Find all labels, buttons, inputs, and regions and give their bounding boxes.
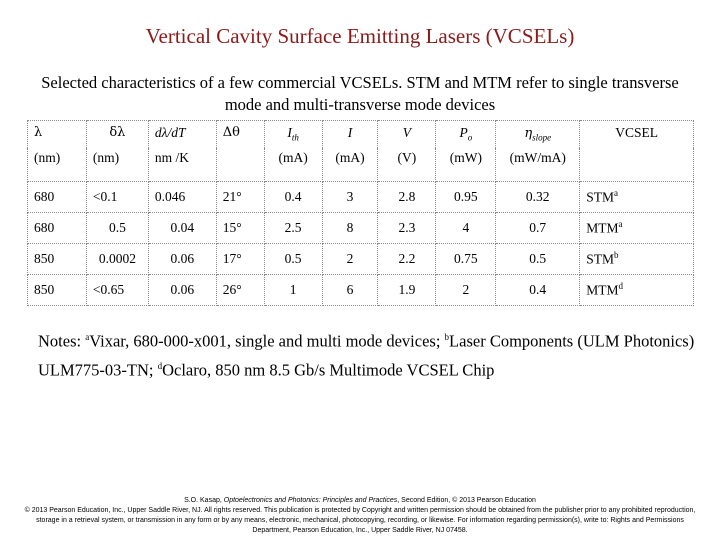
- table-row: [28, 275, 694, 306]
- cell-slope-efficiency: 0.32: [496, 182, 580, 213]
- unit-threshold-current: (mA): [264, 148, 322, 182]
- cell-linewidth: 0.0002: [86, 244, 148, 275]
- vcsel-spec-table: [27, 120, 694, 306]
- cell-divergence: 26°: [216, 275, 264, 306]
- cell-wavelength-drift: 0.04: [148, 213, 216, 244]
- cell-vcsel-type: STM$^b$: [580, 244, 694, 275]
- cell-linewidth: <0.65: [86, 275, 148, 306]
- unit-linewidth: (nm): [86, 148, 148, 182]
- table-row: [28, 182, 694, 213]
- table-caption: Selected characteristics of a few commercial VCSELs. STM and MTM refer to single transverse mode and multi-transverse mode devices: [41, 73, 679, 114]
- cell-threshold-current: 0.4: [264, 182, 322, 213]
- header-voltage: V: [378, 121, 436, 149]
- header-threshold-current: $I_{th}$: [264, 121, 322, 149]
- cell-current: 6: [322, 275, 378, 306]
- cell-current: 3: [322, 182, 378, 213]
- cell-voltage: 1.9: [378, 275, 436, 306]
- cell-vcsel-type: MTM$^d$: [580, 275, 694, 306]
- header-symbol-row: [28, 121, 694, 149]
- unit-wavelength: (nm): [28, 148, 87, 182]
- cell-wavelength-drift: 0.06: [148, 244, 216, 275]
- unit-current: (mA): [322, 148, 378, 182]
- header-current: I: [322, 121, 378, 149]
- cell-vcsel-type: STM$^a$: [580, 182, 694, 213]
- cell-power: 0.75: [436, 244, 496, 275]
- cell-wavelength: 850: [28, 244, 87, 275]
- unit-power: (mW): [436, 148, 496, 182]
- cell-voltage: 2.8: [378, 182, 436, 213]
- unit-voltage: (V): [378, 148, 436, 182]
- unit-divergence: [216, 148, 264, 182]
- header-power: $P_o$: [436, 121, 496, 149]
- cell-slope-efficiency: 0.5: [496, 244, 580, 275]
- unit-vcsel: [580, 148, 694, 182]
- slide-title: Vertical Cavity Surface Emitting Lasers (VCSELs): [145, 24, 575, 48]
- table-row: [28, 244, 694, 275]
- cell-wavelength-drift: 0.06: [148, 275, 216, 306]
- cell-divergence: 17°: [216, 244, 264, 275]
- header-wavelength-drift: dλ/dT: [148, 121, 216, 149]
- table-row: [28, 213, 694, 244]
- header-unit-row: [28, 148, 694, 182]
- cell-voltage: 2.3: [378, 213, 436, 244]
- cell-power: 0.95: [436, 182, 496, 213]
- cell-power: 2: [436, 275, 496, 306]
- unit-wavelength-drift: nm /K: [148, 148, 216, 182]
- cell-divergence: 21°: [216, 182, 264, 213]
- cell-divergence: 15°: [216, 213, 264, 244]
- cell-current: 2: [322, 244, 378, 275]
- cell-linewidth: 0.5: [86, 213, 148, 244]
- header-vcsel: VCSEL: [580, 121, 694, 149]
- header-divergence: Δθ: [216, 121, 264, 149]
- unit-slope-efficiency: (mW/mA): [496, 148, 580, 182]
- cell-wavelength: 850: [28, 275, 87, 306]
- cell-voltage: 2.2: [378, 244, 436, 275]
- copyright-footer: S.O. Kasap, Optoelectronics and Photonics: Principles and Practices, Second Edition, © 2013 Pearson Education © 2013 Pearson Education, Inc., Upper Saddle River, NJ. All rights reserved. This publication is protected by Copyright and written permission should be obtained from the publisher prior to any prohibited reproduction, storage in a retrieval system, or transmission in any form or by any means, electronic, mechanical, photocopying, recording, or likewise. For information regarding permission(s), write to: Rights and Permissions Department, Pearson Education, Inc., Upper Saddle River, NJ 07458.: [24, 497, 696, 534]
- cell-threshold-current: 1: [264, 275, 322, 306]
- table-notes: Notes: $^a$Vixar, 680-000-x001, single and multi mode devices; $^b$Laser Components (ULM Photonics) ULM775-03-TN; $^d$Oclaro, 850 nm 8.5 Gb/s Multimode VCSEL Chip: [38, 331, 695, 379]
- cell-slope-efficiency: 0.7: [496, 213, 580, 244]
- cell-wavelength-drift: 0.046: [148, 182, 216, 213]
- cell-threshold-current: 0.5: [264, 244, 322, 275]
- cell-vcsel-type: MTM$^a$: [580, 213, 694, 244]
- cell-wavelength: 680: [28, 182, 87, 213]
- cell-wavelength: 680: [28, 213, 87, 244]
- cell-linewidth: <0.1: [86, 182, 148, 213]
- cell-threshold-current: 2.5: [264, 213, 322, 244]
- cell-slope-efficiency: 0.4: [496, 275, 580, 306]
- cell-power: 4: [436, 213, 496, 244]
- header-slope-efficiency: $\eta_{slope}$: [496, 121, 580, 149]
- header-wavelength: λ: [28, 121, 87, 149]
- cell-current: 8: [322, 213, 378, 244]
- header-linewidth: δλ: [86, 121, 148, 149]
